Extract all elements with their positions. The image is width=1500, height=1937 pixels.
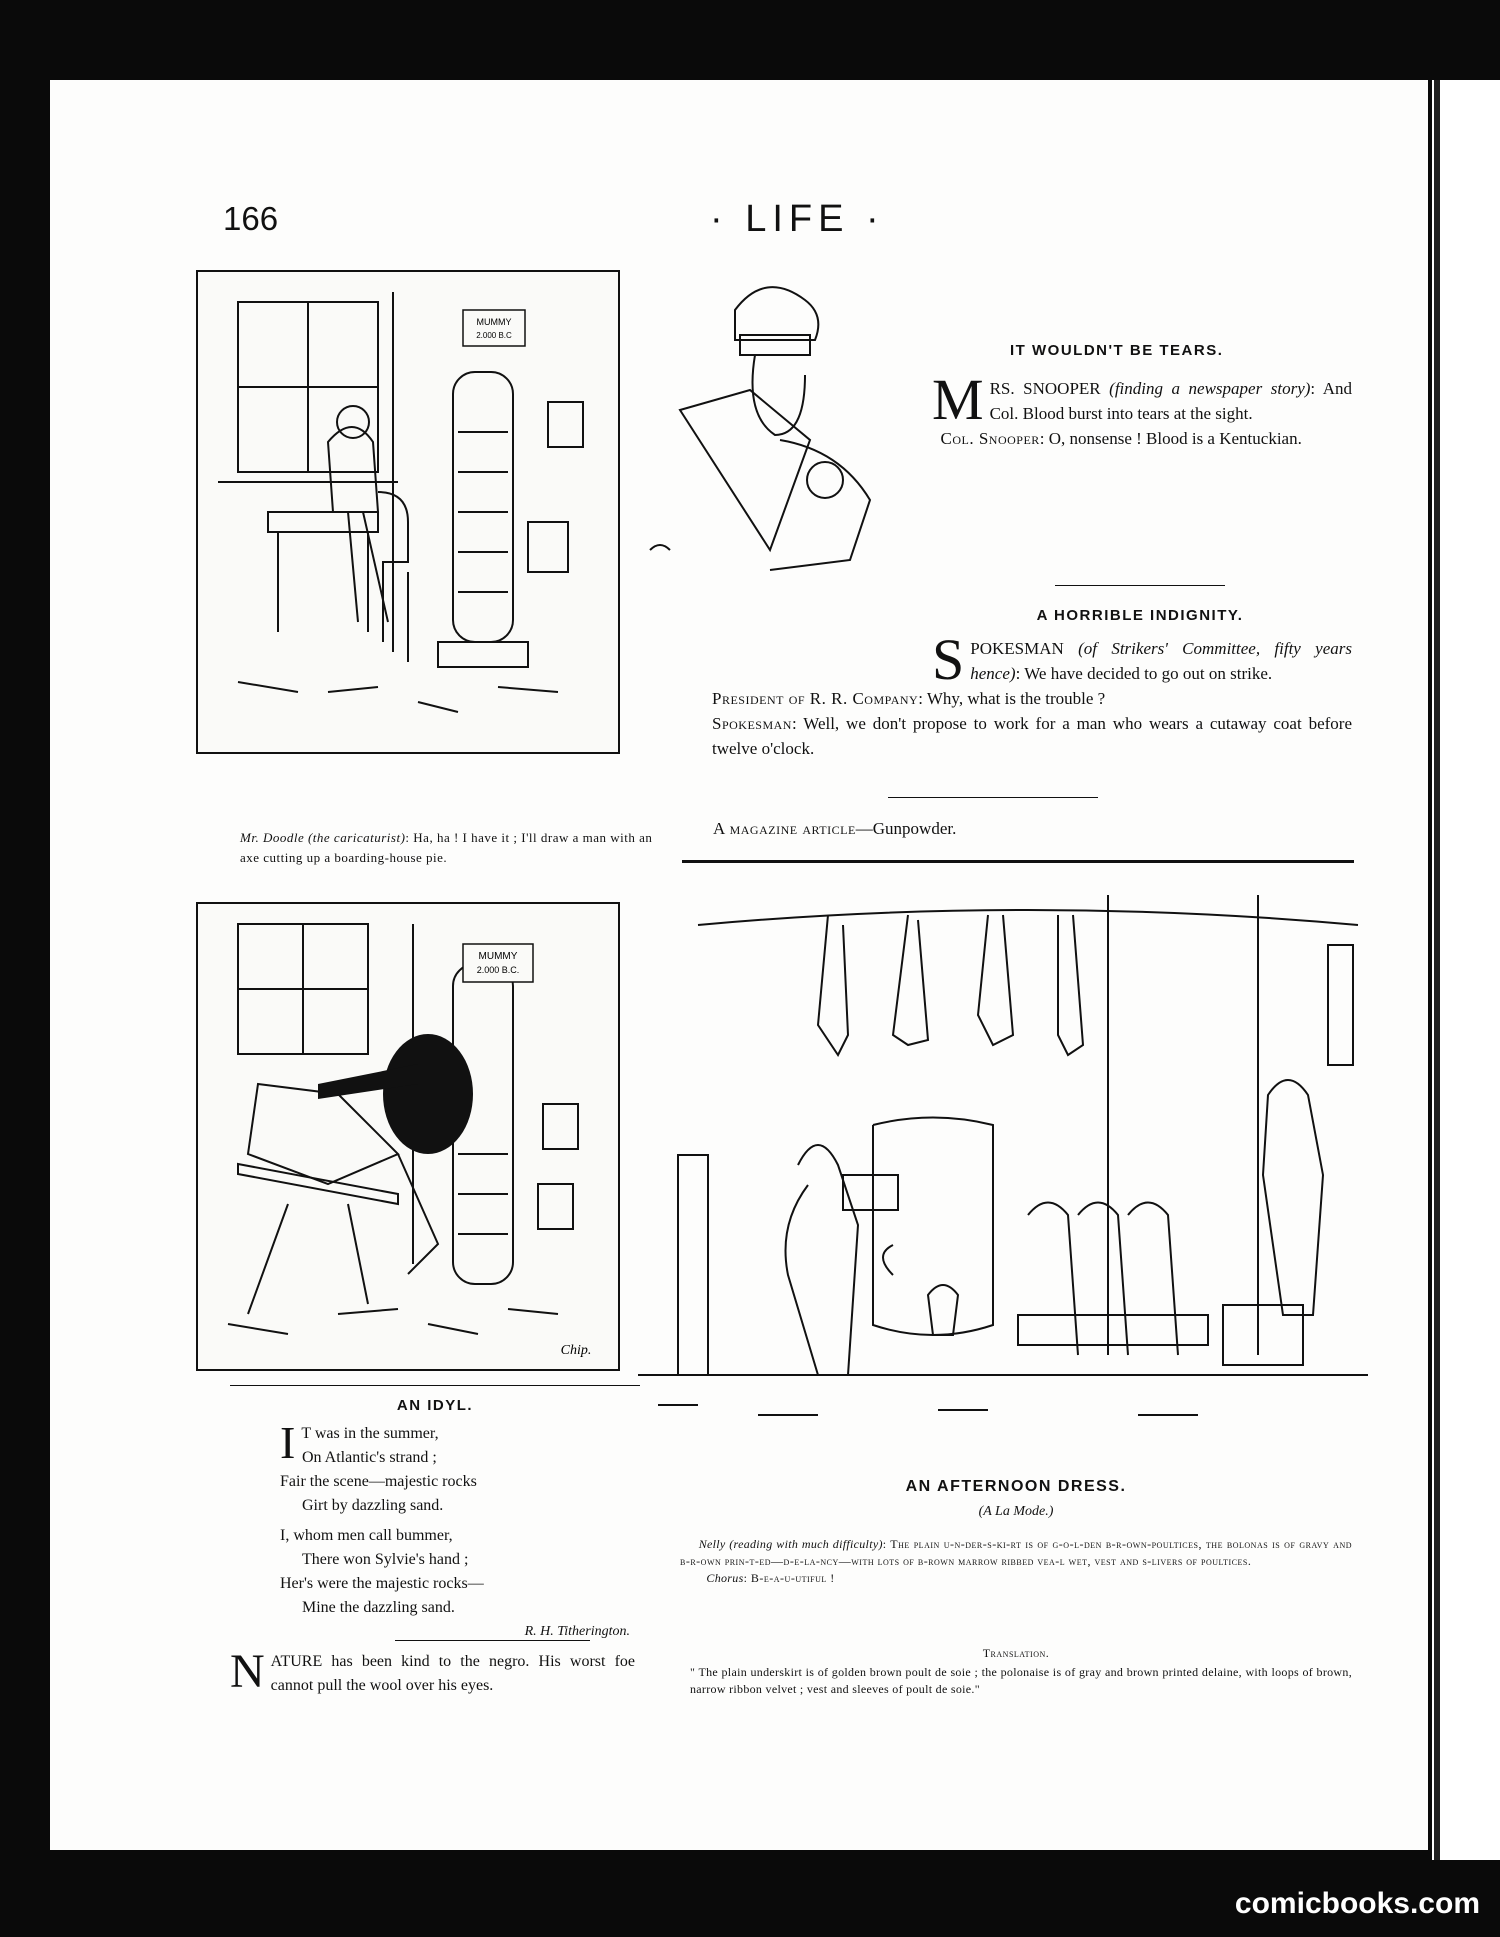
divider [395, 1640, 590, 1641]
source-watermark: comicbooks.com [1234, 1887, 1480, 1920]
mummy-sign-text: MUMMY [478, 951, 518, 962]
poem-line-7: Her's were the majestic rocks— [280, 1575, 484, 1592]
article1-body [932, 367, 1352, 451]
caricaturist-illustration [198, 272, 618, 752]
page-number: 166 [223, 200, 279, 237]
article1-stage1: (finding a newspaper story) [1109, 379, 1311, 398]
nature-text1: ATURE [270, 1653, 323, 1670]
article2-speaker2: President of R. R. Company [712, 689, 919, 708]
article1-speaker2: Col. Snooper [940, 429, 1040, 448]
afternoon-chorus-label: Chorus [706, 1571, 744, 1585]
artist-signature: Chip. [560, 1343, 592, 1358]
article3-lead: A magazine article [713, 819, 856, 838]
divider [888, 797, 1098, 798]
mummy-sign-text: MUMMY [476, 317, 512, 327]
afternoon-reading-text: : The plain u-n-der-s-ki-rt is of g-o-l-den b-r-own-poultices, the bolonas is of gravy and b-r-own prin-t-ed—d-e-la-ncy—with lots of b-rown marrow ribbed vea-l wet, vest and s-livers of poultices. [680, 1537, 1353, 1568]
masthead: · LIFE · [710, 198, 885, 240]
translation-text: " The plain underskirt is of golden brown poult de soie ; the polonaise is of gray and brown printed delaine, with loops of brown, narrow ribbon velvet ; vest and sleeves of poult de soie." [690, 1665, 1352, 1696]
mummy-sign-date: 2.000 B.C. [476, 965, 520, 975]
cartoon-top-caption [240, 828, 660, 868]
article2-line3: : Well, we don't propose to work for a man who wears a cutaway coat before twelve o'clock. [712, 714, 1352, 758]
poem-title: AN IDYL. [396, 1397, 474, 1414]
section-rule [682, 860, 1354, 863]
nature-dropcap: N [230, 1645, 265, 1698]
nature-text2: has been kind to the negro. His worst foe cannot pull the wool over his eyes. [270, 1653, 635, 1694]
article3 [713, 816, 1213, 841]
article2-title: A HORRIBLE INDIGNITY. [1036, 607, 1244, 624]
poem-line-6: There won Sylvie's hand ; [302, 1551, 469, 1568]
afternoon-speaker: Nelly (reading with much difficulty) [698, 1537, 883, 1551]
poem-line-1: T was in the summer, [301, 1425, 439, 1442]
poem-line-2: On Atlantic's strand ; [302, 1449, 437, 1466]
article2-line1: : We have decided to go out on strike. [1015, 664, 1273, 683]
nature-paragraph [230, 1645, 635, 1698]
article2-speaker3: Spokesman [712, 714, 792, 733]
poem-author: R. H. Titherington. [524, 1624, 630, 1639]
afternoon-title: AN AFTERNOON DRESS. [905, 1478, 1127, 1495]
article1-line1: : And Col. Blood burst into tears at the sight. [989, 379, 1352, 423]
article2-speaker1: POKESMAN [970, 639, 1064, 658]
poem-body [280, 1417, 630, 1644]
divider [1055, 585, 1225, 586]
caption-text: : Ha, ha ! I have it ; I'll draw a man with an axe cutting up a boarding-house pie. [240, 830, 653, 865]
article2-line2: : Why, what is the trouble ? [918, 689, 1106, 708]
poem-line-8: Mine the dazzling sand. [302, 1599, 455, 1616]
article3-text: —Gunpowder. [855, 819, 957, 838]
poem-line-4: Girt by dazzling sand. [302, 1497, 444, 1514]
article2-dropcap: S [932, 627, 965, 692]
lady-reading-sketch [640, 270, 890, 590]
mummy-sign-date: 2.000 B.C [476, 331, 512, 340]
translation-heading: Translation. [982, 1646, 1050, 1660]
article1-title: IT WOULDN'T BE TEARS. [1010, 342, 1224, 359]
cartoon-bottom-frame [196, 902, 620, 1371]
afternoon-chorus: : B-e-a-u-utiful ! [743, 1571, 835, 1585]
poem-line-5: I, whom men call bummer, [280, 1527, 453, 1544]
afternoon-dress-illustration [638, 885, 1368, 1445]
article1-speaker1: RS. SNOOPER [989, 379, 1101, 398]
article2-stage1: (of Strikers' Committee, fifty years hence) [970, 639, 1352, 683]
poem-dropcap: I [280, 1417, 296, 1468]
cartoon-top-frame [196, 270, 620, 754]
afternoon-subtitle: (A La Mode.) [978, 1504, 1054, 1519]
page-spine [1434, 80, 1440, 1860]
magazine-page [50, 80, 1428, 1850]
mummy-attack-illustration [198, 904, 618, 1369]
adjacent-page-edge [1432, 80, 1500, 1860]
caption-speaker: Mr. Doodle (the caricaturist) [240, 830, 406, 845]
article1-line2: : O, nonsense ! Blood is a Kentuckian. [1039, 429, 1302, 448]
poem-line-3: Fair the scene—majestic rocks [280, 1473, 477, 1490]
article2-body [682, 627, 1352, 761]
afternoon-reading [680, 1536, 1352, 1587]
article1-dropcap: M [932, 367, 984, 432]
divider [230, 1385, 640, 1386]
